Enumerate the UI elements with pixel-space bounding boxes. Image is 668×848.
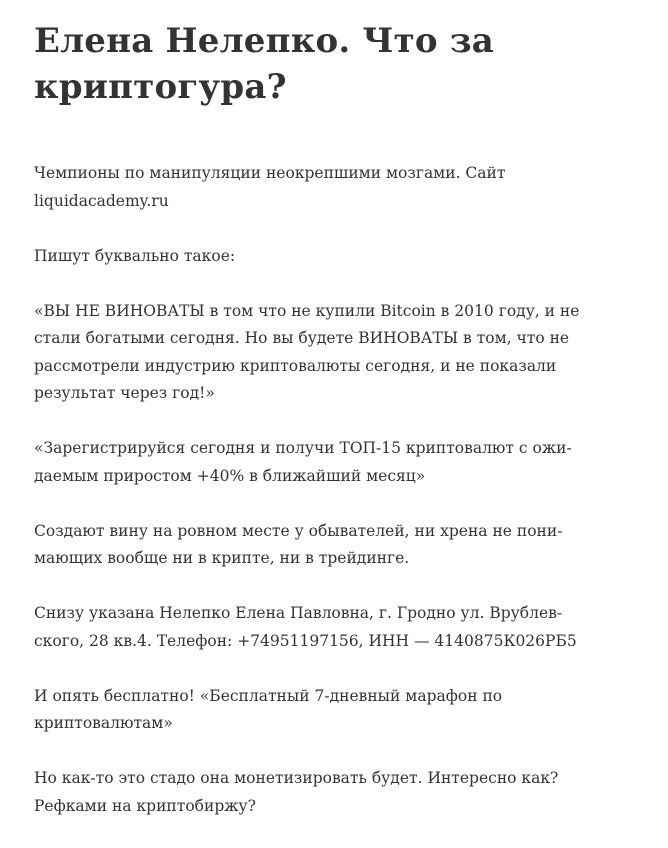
paragraph-line: мающих вообще ни в крипте, ни в трейдинге. [34,549,410,567]
paragraph-quote-lead [34,243,634,271]
paragraph-line: Снизу указана Нелепко Елена Павловна, г. Гродно ул. Врублев- [34,604,563,622]
paragraph-line: Но как-то это стадо она монетизировать будет. Интересно как? [34,769,559,787]
paragraph-line: «ВЫ НЕ ВИНОВАТЫ в том что не купили Bitcoin в 2010 году, и не [34,301,580,320]
paragraph-line: И опять бесплатно! «Бесплатный 7-дневный марафон по [34,686,503,705]
paragraph-line: Чемпионы по манипуляции неокрепшими мозгами. Сайт [34,164,506,182]
paragraph-line: «Зарегистрируйся сегодня и получи ТОП-15 криптовалют с ожи- [34,439,572,457]
paragraph-line: стали богатыми сегодня. Но вы будете ВИНОВАТЫ в том, что не [34,329,570,347]
paragraph-line: Рефками на криптобиржу? [34,796,256,815]
paragraph-line: результат через год!» [34,384,215,402]
title-line: криптогура? [34,67,287,107]
paragraph-quote-2 [34,435,634,490]
paragraph-contacts [34,600,634,655]
paragraph-line: Создают вину на ровном месте у обывателей, ни хрена не пони- [34,521,563,540]
paragraph-marathon [34,683,634,738]
title-line: Елена Нелепко. Что за [34,21,494,61]
paragraph-intro [34,160,634,215]
paragraph-line: даемым приростом +40% в ближайший месяц» [34,466,426,485]
paragraph-line: Пишут буквально такое: [34,246,236,265]
paragraph-line: liquidacademy.ru [34,191,169,210]
paragraph-guilt [34,518,634,573]
paragraph-quote-1 [34,298,634,408]
paragraph-line: ского, 28 кв.4. Телефон: +74951197156, ИНН — 4140875К026РБ5 [34,631,577,650]
paragraph-line: рассмотрели индустрию криптовалюты сегодня, и не показали [34,356,557,375]
paragraph-monetize [34,765,634,820]
paragraph-line: криптовалютам» [34,714,173,732]
article-title [34,18,634,110]
article [34,18,634,848]
